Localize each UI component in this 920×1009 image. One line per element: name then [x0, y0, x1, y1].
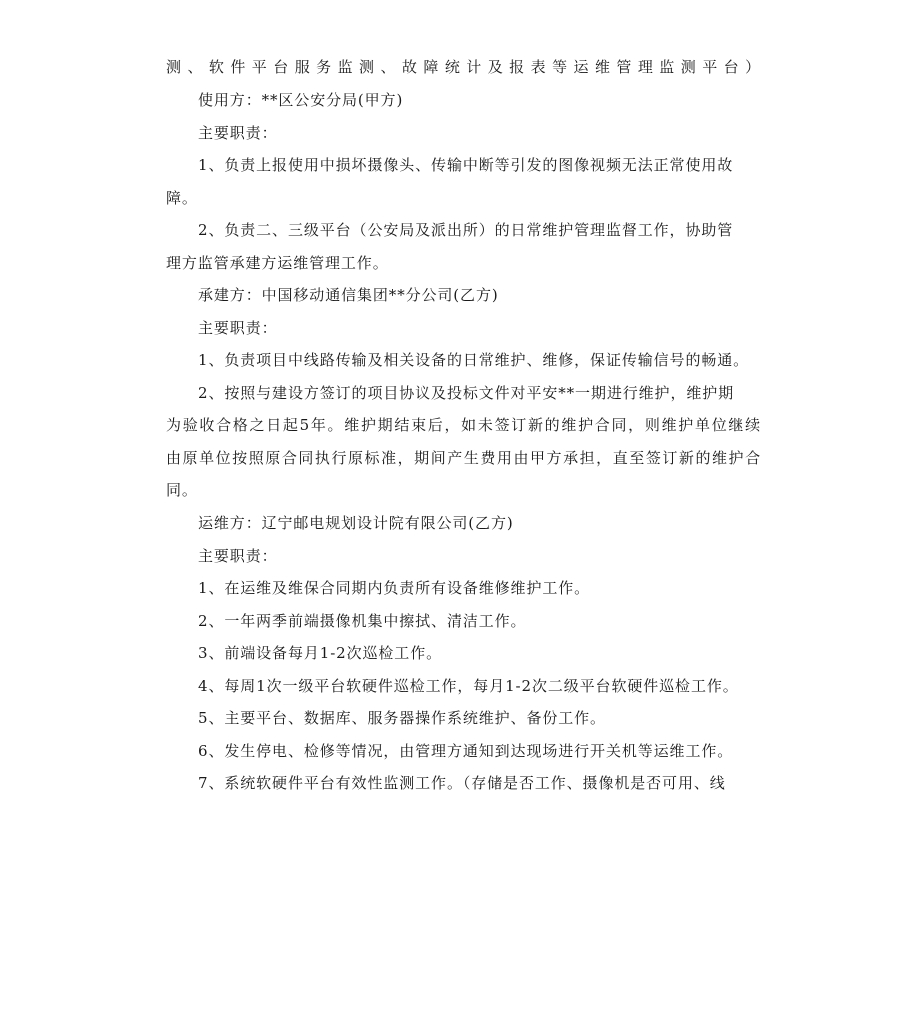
- text-line: 障。: [166, 189, 198, 207]
- text-line: 5、主要平台、数据库、服务器操作系统维护、备份工作。: [198, 709, 606, 727]
- text-line: 1、在运维及维保合同期内负责所有设备维修维护工作。: [198, 579, 591, 597]
- text-line: 2、按照与建设方签订的项目协议及投标文件对平安**一期进行维护，维护期: [198, 384, 735, 402]
- text-line: 2、负责二、三级平台（公安局及派出所）的日常维护管理监督工作，协助管: [198, 221, 734, 239]
- text-line: 主要职责：: [198, 319, 278, 337]
- text-line: 3、前端设备每月1-2次巡检工作。: [198, 644, 443, 662]
- text-line: 1、负责项目中线路传输及相关设备的日常维护、维修，保证传输信号的畅通。: [198, 351, 750, 369]
- text-line: 主要职责：: [198, 547, 278, 565]
- text-line: 1、负责上报使用中损坏摄像头、传输中断等引发的图像视频无法正常使用故: [198, 156, 734, 174]
- text-line: 由原单位按照原合同执行原标准，期间产生费用由甲方承担，直至签订新的维护合: [166, 449, 761, 467]
- text-line: 2、一年两季前端摄像机集中擦拭、清洁工作。: [198, 612, 527, 630]
- text-line: 承建方：中国移动通信集团**分公司(乙方): [198, 286, 499, 304]
- text-line: 理方监管承建方运维管理工作。: [166, 254, 389, 272]
- text-line: 运维方：辽宁邮电规划设计院有限公司(乙方): [198, 514, 514, 532]
- text-line: 为验收合格之日起5年。维护期结束后，如未签订新的维护合同，则维护单位继续: [166, 416, 761, 434]
- text-line: 6、发生停电、检修等情况，由管理方通知到达现场进行开关机等运维工作。: [198, 742, 734, 760]
- text-line: 测、软件平台服务监测、故障统计及报表等运维管理监测平台）: [166, 58, 761, 76]
- text-line: 7、系统软硬件平台有效性监测工作。（存储是否工作、摄像机是否可用、线: [198, 774, 726, 792]
- text-line: 使用方：**区公安分局(甲方): [198, 91, 404, 109]
- text-line: 4、每周1次一级平台软硬件巡检工作，每月1-2次二级平台软硬件巡检工作。: [198, 677, 739, 695]
- text-line: 同。: [166, 481, 198, 499]
- text-line: 主要职责：: [198, 124, 278, 142]
